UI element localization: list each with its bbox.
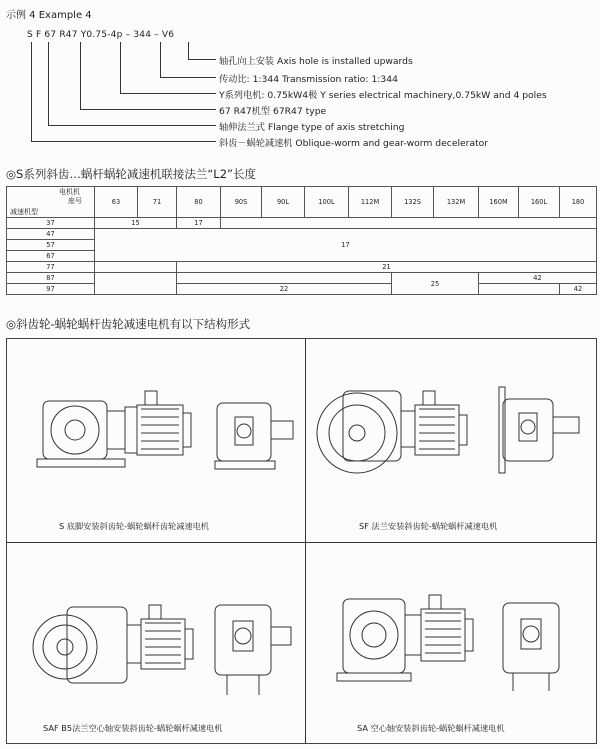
leader-line [48,125,216,126]
row-header: 47 [7,229,95,240]
caption-sa: SA 空心轴安装斜齿轮-蜗轮蜗杆减速电机 [357,723,505,733]
annotation-decelerator: 斜齿－蜗轮减速机 Oblique-worm and gear-worm decelerator [219,138,489,149]
leader-line [31,141,216,142]
leader-line [80,42,81,109]
leader-line [31,42,32,141]
table-cell: 15 [95,218,177,229]
corner-label-motor: 电机机 [59,188,80,196]
table-cell: 21 [177,262,597,273]
annotation-ratio: 传动比: 1:344 Transmission ratio: 1:344 [219,74,398,85]
row-header: 67 [7,251,95,262]
corner-label-frame: 座号 [68,197,82,205]
column-header: 80 [177,187,221,218]
table-row [7,262,597,273]
sa-hollow-shaft-drawing [327,585,589,709]
s-foot-mounted-drawing [29,383,299,503]
table-cell [177,273,392,284]
table-cell [95,262,177,273]
column-header: 63 [95,187,138,218]
annotation-flange: 轴伸法兰式 Flange type of axis stretching [219,122,405,133]
sf-flange-mounted-drawing [313,377,593,501]
leader-line [188,42,189,59]
caption-sf: SF 法兰安装斜齿轮-蜗轮蜗杆减速电机 [359,521,498,531]
saf-b5-flange-hollow-shaft-drawing [27,585,299,709]
grid-divider-horizontal [7,542,596,543]
leader-line [120,93,216,94]
structure-types-grid [6,338,597,744]
column-header: 71 [138,187,177,218]
row-header: 97 [7,284,95,295]
table-header-row [7,187,597,218]
column-header: 90L [262,187,305,218]
leader-line [188,59,216,60]
table-cell: 17 [177,218,221,229]
annotation-motor: Y系列电机: 0.75kW4极 Y series electrical machinery,0.75kW and 4 poles [219,90,547,101]
row-header: 37 [7,218,95,229]
leader-line [48,42,49,125]
caption-s: S 底脚安装斜齿轮-蜗轮蜗杆齿轮减速电机 [59,521,209,531]
table-cell: 22 [177,284,392,295]
table-row [7,229,597,240]
annotation-type: 67 R47机型 67R47 type [219,106,327,117]
column-header: 132S [392,187,434,218]
table-cell: 17 [95,229,597,262]
row-header: 57 [7,240,95,251]
grid-divider-vertical [305,339,306,743]
column-header: 90S [221,187,262,218]
leader-line [120,42,121,93]
column-header: 100L [305,187,349,218]
section-title-structure-types: ◎斜齿轮-蜗轮蜗杆齿轮减速电机有以下结构形式 [6,317,251,331]
example-title: 示例 4 Example 4 [6,10,92,21]
table-cell [95,273,177,295]
table-row [7,218,597,229]
table-row [7,273,597,284]
column-header: 160L [519,187,560,218]
column-header: 180 [560,187,597,218]
leader-line [160,42,161,77]
corner-label-reducer: 减速机型 [10,208,38,216]
table-cell [221,218,597,229]
row-header: 87 [7,273,95,284]
column-header: 160M [479,187,519,218]
table-corner [7,187,95,218]
table-cell [479,284,560,295]
leader-line [160,77,216,78]
column-header: 132M [434,187,479,218]
table-cell: 42 [560,284,597,295]
table-cell: 42 [479,273,597,284]
table-cell: 25 [392,273,479,295]
caption-saf: SAF B5法兰空心轴安装斜齿轮-蜗轮蜗杆减速电机 [43,723,223,733]
leader-line [80,109,216,110]
section-title-flange-length: ◎S系列斜齿…蜗杆蜗轮减速机联接法兰“L2”长度 [6,167,256,181]
column-header: 112M [349,187,392,218]
row-header: 77 [7,262,95,273]
model-code: S F 67 R47 Y0.75-4p – 344 – V6 [27,30,175,40]
flange-length-table [6,186,597,295]
annotation-mounting: 轴孔向上安装 Axis hole is installed upwards [219,56,413,67]
